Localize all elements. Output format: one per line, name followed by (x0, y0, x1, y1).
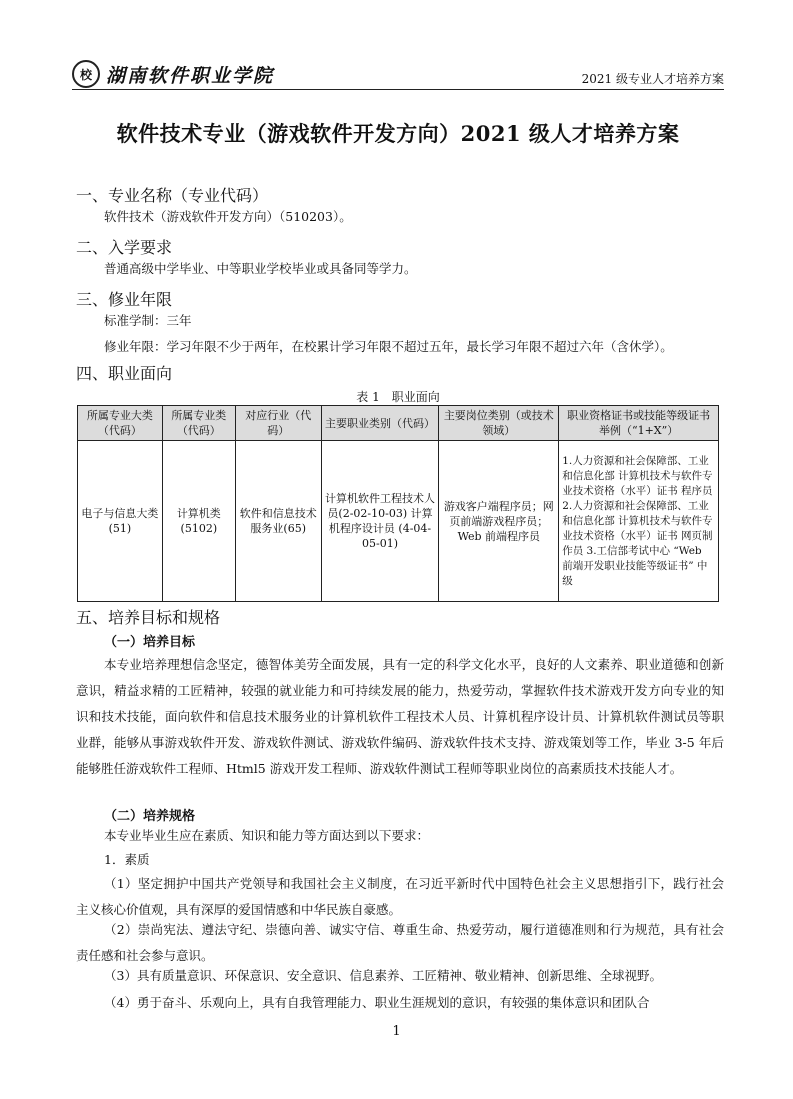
table-cell: 1.人力资源和社会保障部、工业和信息化部 计算机技术与软件专业技术资格（水平）证书 程序员 2.人力资源和社会保障部、工业和信息化部 计算机技术与软件专业技术资格（水平）证书 网页制作员 3.工信部考试中心 “Web 前端开发职业技能等级证书” 中级 (559, 441, 719, 602)
table-cell: 游戏客户端程序员；网页前端游戏程序员；Web 前端程序员 (439, 441, 559, 602)
subsection-heading-specs: （二）培养规格 (104, 809, 196, 824)
table-header-cell: 所属专业类（代码） (162, 406, 235, 441)
section-heading-4: 四、职业面向 (76, 364, 173, 383)
table-header-cell: 所属专业大类（代码） (78, 406, 163, 441)
college-name: 湖南软件职业学院 (106, 64, 275, 87)
table-header-cell: 主要职业类别（代码） (321, 406, 439, 441)
table-cell: 电子与信息大类 (51) (78, 441, 163, 602)
page-number: 1 (392, 1024, 401, 1039)
section-3-line-1: 标准学制：三年 (104, 313, 192, 328)
header-divider (72, 89, 724, 90)
section-heading-3: 三、修业年限 (76, 290, 173, 309)
table-header-cell: 主要岗位类别（或技术领域） (439, 406, 559, 441)
table-caption: 表 1 职业面向 (356, 390, 440, 404)
table-cell: 软件和信息技术服务业(65) (235, 441, 321, 602)
table-header-cell: 职业资格证书或技能等级证书举例（“1+X”） (559, 406, 719, 441)
table-row (78, 441, 719, 602)
header-doc-title: 2021 级专业人才培养方案 (581, 72, 724, 86)
section-3-line-2: 修业年限：学习年限不少于两年，在校累计学习年限不超过五年，最长学习年限不超过六年（含休学）。 (104, 339, 673, 354)
section-1-text: 软件技术（游戏软件开发方向）（510203）。 (104, 209, 352, 224)
table-header-row (78, 406, 719, 441)
section-heading-1: 一、专业名称（专业代码） (76, 186, 269, 205)
table-header-cell: 对应行业（代码） (235, 406, 321, 441)
section-heading-5: 五、培养目标和规格 (76, 608, 221, 627)
quality-item-4: （4）勇于奋斗、乐观向上，具有自我管理能力、职业生涯规划的意识，有较强的集体意识和团队合 (104, 995, 650, 1010)
quality-heading: 1．素质 (104, 852, 150, 867)
document-title: 软件技术专业（游戏软件开发方向）2021 级人才培养方案 (116, 121, 680, 146)
college-emblem-icon: 校 (72, 60, 100, 88)
quality-item-2: （2）崇尚宪法、遵法守纪、崇德向善、诚实守信、尊重生命、热爱劳动，履行道德准则和行为规范，具有社会责任感和社会参与意识。 (76, 922, 724, 963)
quality-item-3: （3）具有质量意识、环保意识、安全意识、信息素养、工匠精神、敬业精神、创新思维、全球视野。 (104, 968, 662, 983)
page-header (72, 60, 724, 92)
subsection-heading-goals: （一）培养目标 (104, 635, 196, 650)
section-2-text: 普通高级中学毕业、中等职业学校毕业或具备同等学力。 (104, 261, 417, 276)
quality-item-1: （1）坚定拥护中国共产党领导和我国社会主义制度，在习近平新时代中国特色社会主义思想指引下，践行社会主义核心价值观，具有深厚的爱国情感和中华民族自豪感。 (76, 876, 724, 917)
section-heading-2: 二、入学要求 (76, 238, 173, 257)
table-cell: 计算机类 (5102) (162, 441, 235, 602)
specs-intro: 本专业毕业生应在素质、知识和能力等方面达到以下要求： (104, 828, 430, 843)
career-orientation-table (77, 405, 719, 602)
goals-paragraph: 本专业培养理想信念坚定，德智体美劳全面发展，具有一定的科学文化水平，良好的人文素养、职业道德和创新意识，精益求精的工匠精神，较强的就业能力和可持续发展的能力，热爱劳动，掌握软件技术游戏开发方向专业的知识和技术技能，面向软件和信息技术服务业的计算机软件工程技术人员、计算机程序设计员、计算机软件测试员等职业群，能够从事游戏软件开发、游戏软件测试、游戏软件编码、游戏软件技术支持、游戏策划等工作，毕业 3-5 年后能够胜任游戏软件工程师、Html5 游戏开发工程师、游戏软件测试工程师等职业岗位的高素质技术技能人才。 (76, 657, 724, 776)
table-cell: 计算机软件工程技术人员(2-02-10-03) 计算机程序设计员 (4-04-05-01) (321, 441, 439, 602)
college-logo (72, 60, 274, 88)
